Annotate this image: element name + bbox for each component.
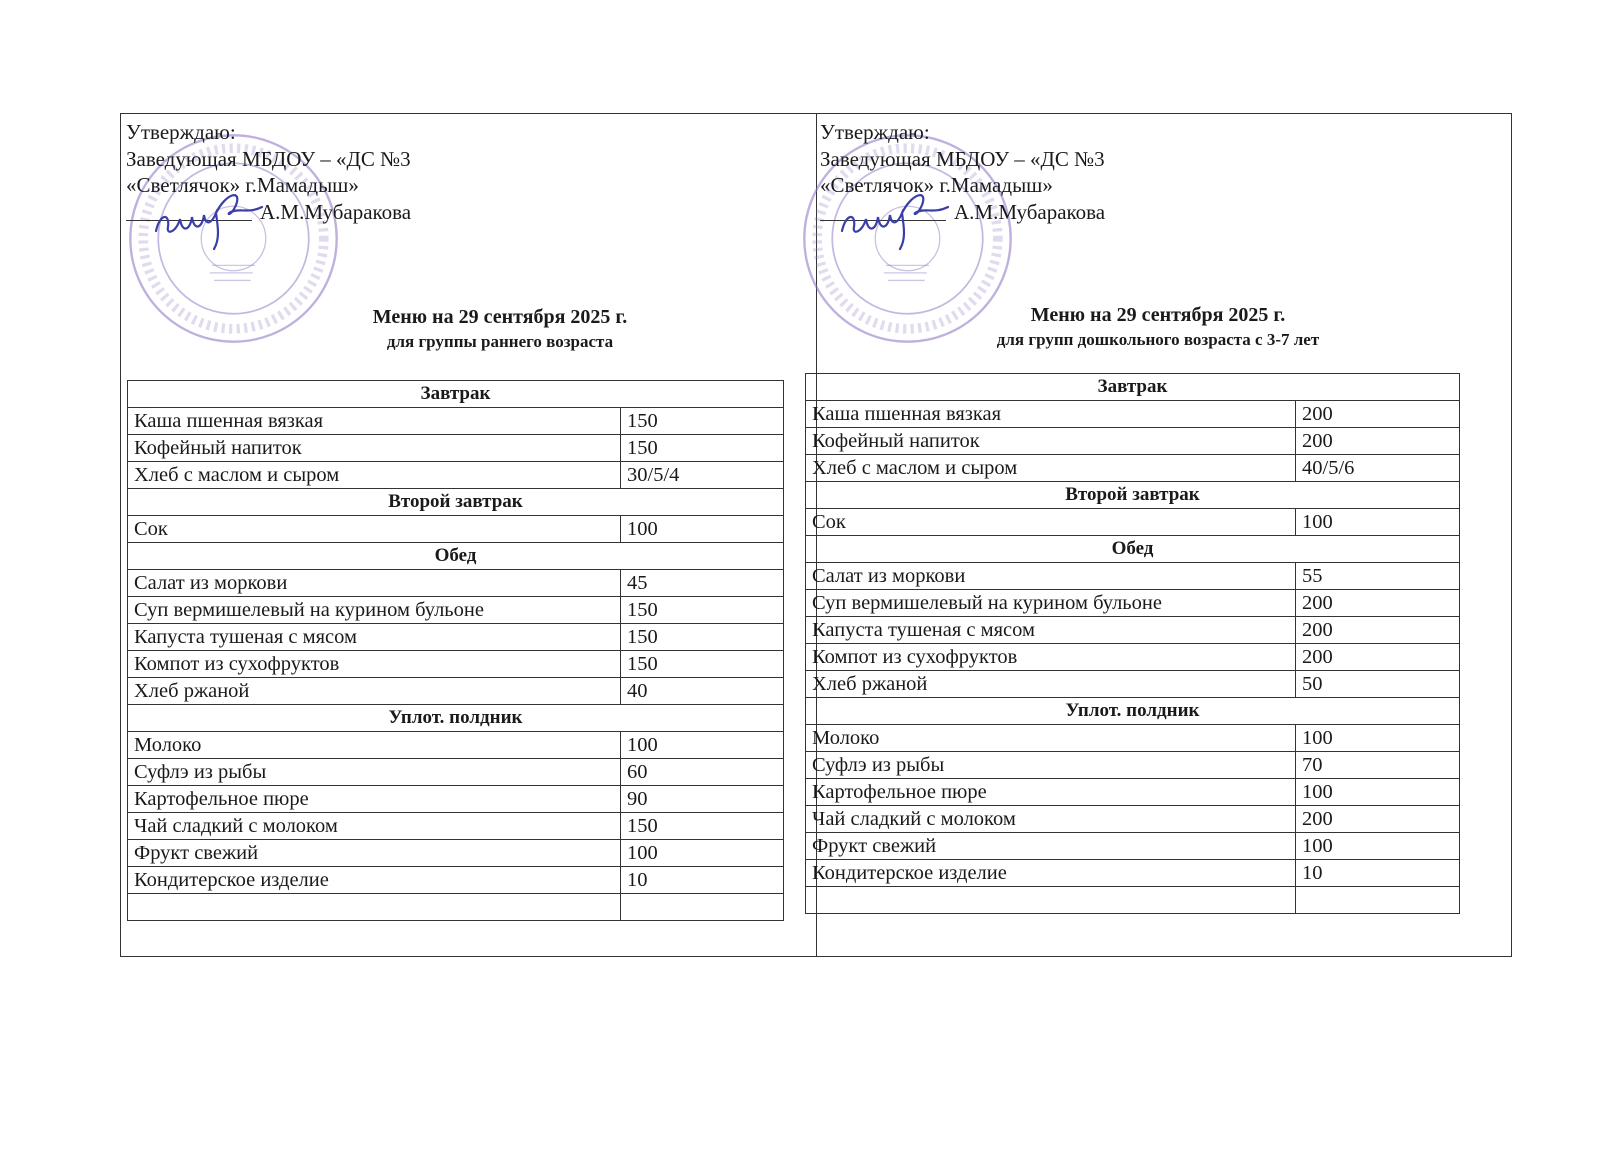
dish-name: Кондитерское изделие — [128, 867, 621, 894]
menu-item-row — [128, 516, 784, 543]
section-title: Завтрак — [806, 374, 1460, 401]
section-title: Второй завтрак — [128, 489, 784, 516]
menu-item-row — [128, 732, 784, 759]
menu-item-row — [806, 401, 1460, 428]
menu-item-row — [128, 786, 784, 813]
dish-name: Компот из сухофруктов — [128, 651, 621, 678]
dish-name: Молоко — [806, 725, 1296, 752]
section-title: Второй завтрак — [806, 482, 1460, 509]
section-title: Обед — [128, 543, 784, 570]
dish-name: Хлеб с маслом и сыром — [128, 462, 621, 489]
dish-name: Сок — [128, 516, 621, 543]
dish-name: Сок — [806, 509, 1296, 536]
dish-name: Хлеб ржаной — [806, 671, 1296, 698]
dish-name: Кофейный напиток — [806, 428, 1296, 455]
menu-item-row — [128, 570, 784, 597]
portion-amount: 200 — [1296, 401, 1460, 428]
dish-name: Чай сладкий с молоком — [806, 806, 1296, 833]
portion-amount: 200 — [1296, 617, 1460, 644]
approver-name: А.М.Мубаракова — [954, 199, 1106, 224]
dish-name: Чай сладкий с молоком — [128, 813, 621, 840]
dish-name: Капуста тушеная с мясом — [128, 624, 621, 651]
portion-amount: 45 — [621, 570, 784, 597]
section-header-row — [128, 543, 784, 570]
dish-name: Кондитерское изделие — [806, 860, 1296, 887]
menu-item-row — [128, 840, 784, 867]
dish-name: Салат из моркови — [806, 563, 1296, 590]
portion-amount: 100 — [1296, 833, 1460, 860]
menu-item-row — [128, 651, 784, 678]
portion-amount: 100 — [1296, 725, 1460, 752]
portion-amount: 100 — [621, 732, 784, 759]
portion-amount: 150 — [621, 651, 784, 678]
section-title: Уплот. полдник — [806, 698, 1460, 725]
section-header-row — [806, 374, 1460, 401]
menu-item-row — [806, 455, 1460, 482]
portion-amount: 100 — [1296, 779, 1460, 806]
section-title: Завтрак — [128, 381, 784, 408]
dish-name: Компот из сухофруктов — [806, 644, 1296, 671]
portion-amount: 30/5/4 — [621, 462, 784, 489]
menu-heading — [908, 302, 1408, 352]
menu-item-row — [806, 563, 1460, 590]
dish-name: Суп вермишелевый на курином бульоне — [128, 597, 621, 624]
dish-name: Суфлэ из рыбы — [128, 759, 621, 786]
menu-item-row — [128, 678, 784, 705]
approval-line: «Светлячок» г.Мамадыш» — [126, 173, 359, 197]
portion-amount: 100 — [1296, 509, 1460, 536]
portion-amount: 150 — [621, 597, 784, 624]
portion-amount — [621, 894, 784, 921]
portion-amount: 50 — [1296, 671, 1460, 698]
portion-amount — [1296, 887, 1460, 914]
menu-item-row — [806, 860, 1460, 887]
menu-item-row — [128, 894, 784, 921]
portion-amount: 200 — [1296, 806, 1460, 833]
portion-amount: 200 — [1296, 644, 1460, 671]
dish-name — [128, 894, 621, 921]
dish-name: Кофейный напиток — [128, 435, 621, 462]
handwritten-signature — [836, 183, 956, 253]
menu-item-row — [806, 806, 1460, 833]
approval-line: Утверждаю: — [820, 120, 930, 144]
portion-amount: 100 — [621, 516, 784, 543]
menu-item-row — [806, 590, 1460, 617]
approval-line: Заведующая МБДОУ – «ДС №3 — [820, 146, 1105, 171]
menu-subtitle: для групп дошкольного возраста с 3-7 лет — [996, 330, 1320, 349]
menu-item-row — [128, 435, 784, 462]
menu-table — [805, 373, 1460, 914]
approver-name: А.М.Мубаракова — [260, 199, 412, 224]
menu-item-row — [128, 597, 784, 624]
portion-amount: 70 — [1296, 752, 1460, 779]
menu-item-row — [128, 408, 784, 435]
menu-item-row — [128, 867, 784, 894]
approval-line: «Светлячок» г.Мамадыш» — [820, 173, 1053, 197]
portion-amount: 150 — [621, 408, 784, 435]
dish-name: Каша пшенная вязкая — [806, 401, 1296, 428]
portion-amount: 200 — [1296, 428, 1460, 455]
section-header-row — [128, 489, 784, 516]
section-title: Уплот. полдник — [128, 705, 784, 732]
section-header-row — [806, 482, 1460, 509]
menu-item-row — [806, 725, 1460, 752]
dish-name: Капуста тушеная с мясом — [806, 617, 1296, 644]
menu-item-row — [806, 752, 1460, 779]
portion-amount: 90 — [621, 786, 784, 813]
dish-name: Салат из моркови — [128, 570, 621, 597]
approval-line: Заведующая МБДОУ – «ДС №3 — [126, 146, 411, 171]
portion-amount: 150 — [621, 435, 784, 462]
menu-item-row — [806, 509, 1460, 536]
section-header-row — [806, 698, 1460, 725]
menu-title: Меню на 29 сентября 2025 г. — [372, 306, 628, 328]
menu-subtitle: для группы раннего возраста — [386, 332, 614, 351]
menu-title: Меню на 29 сентября 2025 г. — [1030, 304, 1286, 326]
approval-line: Утверждаю: — [126, 120, 236, 144]
section-title: Обед — [806, 536, 1460, 563]
dish-name: Суп вермишелевый на курином бульоне — [806, 590, 1296, 617]
menu-item-row — [806, 833, 1460, 860]
dish-name: Хлеб с маслом и сыром — [806, 455, 1296, 482]
menu-item-row — [806, 779, 1460, 806]
menu-table — [127, 380, 784, 921]
dish-name: Хлеб ржаной — [128, 678, 621, 705]
portion-amount: 150 — [621, 813, 784, 840]
menu-item-row — [806, 887, 1460, 914]
handwritten-signature — [150, 183, 270, 253]
dish-name: Суфлэ из рыбы — [806, 752, 1296, 779]
section-header-row — [128, 705, 784, 732]
portion-amount: 100 — [621, 840, 784, 867]
section-header-row — [128, 381, 784, 408]
menu-item-row — [806, 671, 1460, 698]
menu-item-row — [806, 644, 1460, 671]
portion-amount: 150 — [621, 624, 784, 651]
portion-amount: 10 — [621, 867, 784, 894]
portion-amount: 40/5/6 — [1296, 455, 1460, 482]
dish-name: Фрукт свежий — [806, 833, 1296, 860]
menu-item-row — [806, 428, 1460, 455]
portion-amount: 200 — [1296, 590, 1460, 617]
portion-amount: 40 — [621, 678, 784, 705]
portion-amount: 60 — [621, 759, 784, 786]
menu-item-row — [128, 813, 784, 840]
section-header-row — [806, 536, 1460, 563]
menu-heading — [270, 304, 730, 354]
dish-name: Молоко — [128, 732, 621, 759]
dish-name: Картофельное пюре — [128, 786, 621, 813]
menu-item-row — [128, 759, 784, 786]
menu-item-row — [128, 462, 784, 489]
menu-item-row — [128, 624, 784, 651]
portion-amount: 55 — [1296, 563, 1460, 590]
dish-name: Картофельное пюре — [806, 779, 1296, 806]
dish-name: Фрукт свежий — [128, 840, 621, 867]
menu-item-row — [806, 617, 1460, 644]
dish-name — [806, 887, 1296, 914]
portion-amount: 10 — [1296, 860, 1460, 887]
dish-name: Каша пшенная вязкая — [128, 408, 621, 435]
